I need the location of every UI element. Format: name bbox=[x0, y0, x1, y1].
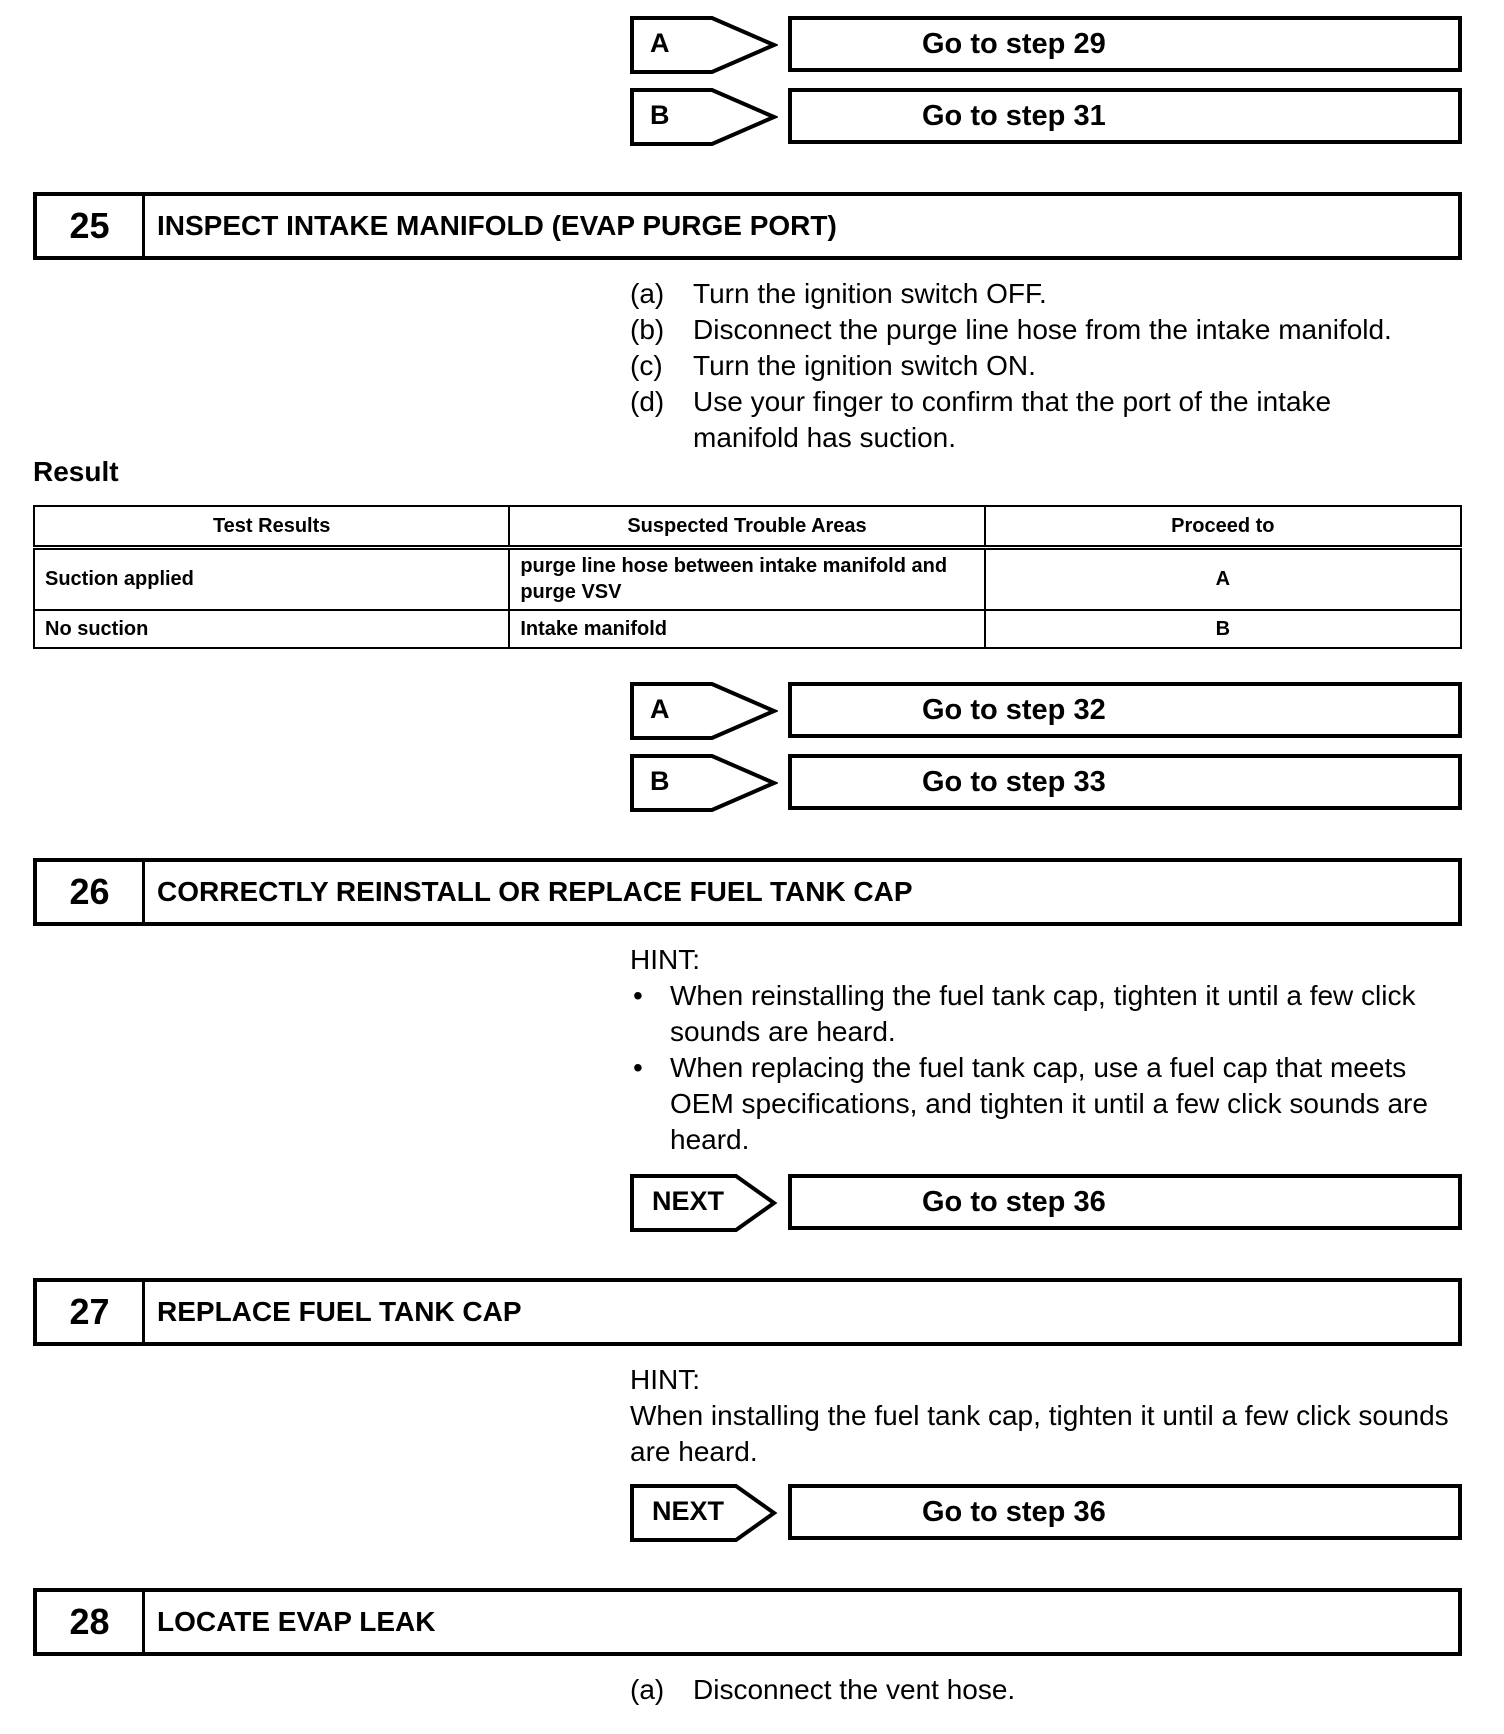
step-number: 27 bbox=[37, 1282, 145, 1342]
branch-tag-label: A bbox=[650, 694, 670, 724]
step-number: 26 bbox=[37, 862, 145, 922]
step-header-28 bbox=[33, 1588, 1462, 1656]
step-title: INSPECT INTAKE MANIFOLD (EVAP PURGE PORT) bbox=[157, 210, 837, 241]
step-header-26 bbox=[33, 858, 1462, 926]
hint-block bbox=[630, 942, 1450, 1158]
list-item: (c) Turn the ignition switch ON. bbox=[630, 350, 1036, 381]
list-item: (a) Disconnect the vent hose. bbox=[630, 1674, 1016, 1705]
branch-tag-label: B bbox=[650, 100, 670, 130]
list-item: • When reinstalling the fuel tank cap, tighten it until a few click sounds are heard. bbox=[633, 980, 1416, 1047]
list-item: (a) Turn the ignition switch OFF. bbox=[630, 278, 1047, 309]
branch-tag-a bbox=[630, 682, 778, 740]
step-title: REPLACE FUEL TANK CAP bbox=[157, 1296, 522, 1327]
table-header-row bbox=[34, 506, 1461, 548]
hint-label: HINT: bbox=[630, 944, 700, 975]
branch-tag-label: B bbox=[650, 766, 670, 796]
table-row bbox=[34, 610, 1461, 648]
instruction-list bbox=[630, 276, 1480, 456]
list-item: (d) Use your finger to confirm that the port of the intake manifold has suction. bbox=[630, 386, 1332, 453]
step-number: 28 bbox=[37, 1592, 145, 1652]
table-cell: Suction applied bbox=[34, 548, 509, 610]
next-tag-label: NEXT bbox=[652, 1496, 725, 1526]
goto-step-box[interactable]: Go to step 36 bbox=[788, 1174, 1462, 1230]
step-header-27 bbox=[33, 1278, 1462, 1346]
branch-tag-b bbox=[630, 754, 778, 812]
step-number: 25 bbox=[37, 196, 145, 256]
goto-step-box[interactable]: Go to step 33 bbox=[788, 754, 1462, 810]
list-item: (b) Disconnect the purge line hose from the intake manifold. bbox=[630, 314, 1392, 345]
hint-block bbox=[630, 1362, 1450, 1470]
branch-tag-label: A bbox=[650, 28, 670, 58]
column-header: Test Results bbox=[34, 506, 509, 548]
branch-tag-a bbox=[630, 16, 778, 74]
next-tag-label: NEXT bbox=[652, 1186, 725, 1216]
table-cell: purge line hose between intake manifold and purge VSV bbox=[509, 548, 984, 610]
step-header-25 bbox=[33, 192, 1462, 260]
goto-step-box[interactable]: Go to step 31 bbox=[788, 88, 1462, 144]
hint-text: When installing the fuel tank cap, tighten it until a few click sounds are heard. bbox=[630, 1400, 1449, 1467]
next-tag bbox=[630, 1174, 778, 1232]
hint-label: HINT: bbox=[630, 1364, 700, 1395]
step-title: CORRECTLY REINSTALL OR REPLACE FUEL TANK CAP bbox=[157, 876, 913, 907]
table-cell: Intake manifold bbox=[509, 610, 984, 648]
column-header: Suspected Trouble Areas bbox=[509, 506, 984, 548]
instruction-list bbox=[630, 1672, 1480, 1708]
step-title: LOCATE EVAP LEAK bbox=[157, 1606, 436, 1637]
goto-step-box[interactable]: Go to step 32 bbox=[788, 682, 1462, 738]
goto-step-box[interactable]: Go to step 36 bbox=[788, 1484, 1462, 1540]
column-header: Proceed to bbox=[985, 506, 1461, 548]
branch-tag-b bbox=[630, 88, 778, 146]
next-tag bbox=[630, 1484, 778, 1542]
result-heading: Result bbox=[33, 456, 119, 487]
table-row bbox=[34, 548, 1461, 610]
list-item: • When replacing the fuel tank cap, use a fuel cap that meets OEM specifications, and tighten it until a few click sounds are heard. bbox=[633, 1052, 1428, 1155]
goto-step-box[interactable]: Go to step 29 bbox=[788, 16, 1462, 72]
table-cell: B bbox=[985, 610, 1461, 648]
table-cell: A bbox=[985, 548, 1461, 610]
result-table bbox=[33, 505, 1462, 649]
table-cell: No suction bbox=[34, 610, 509, 648]
